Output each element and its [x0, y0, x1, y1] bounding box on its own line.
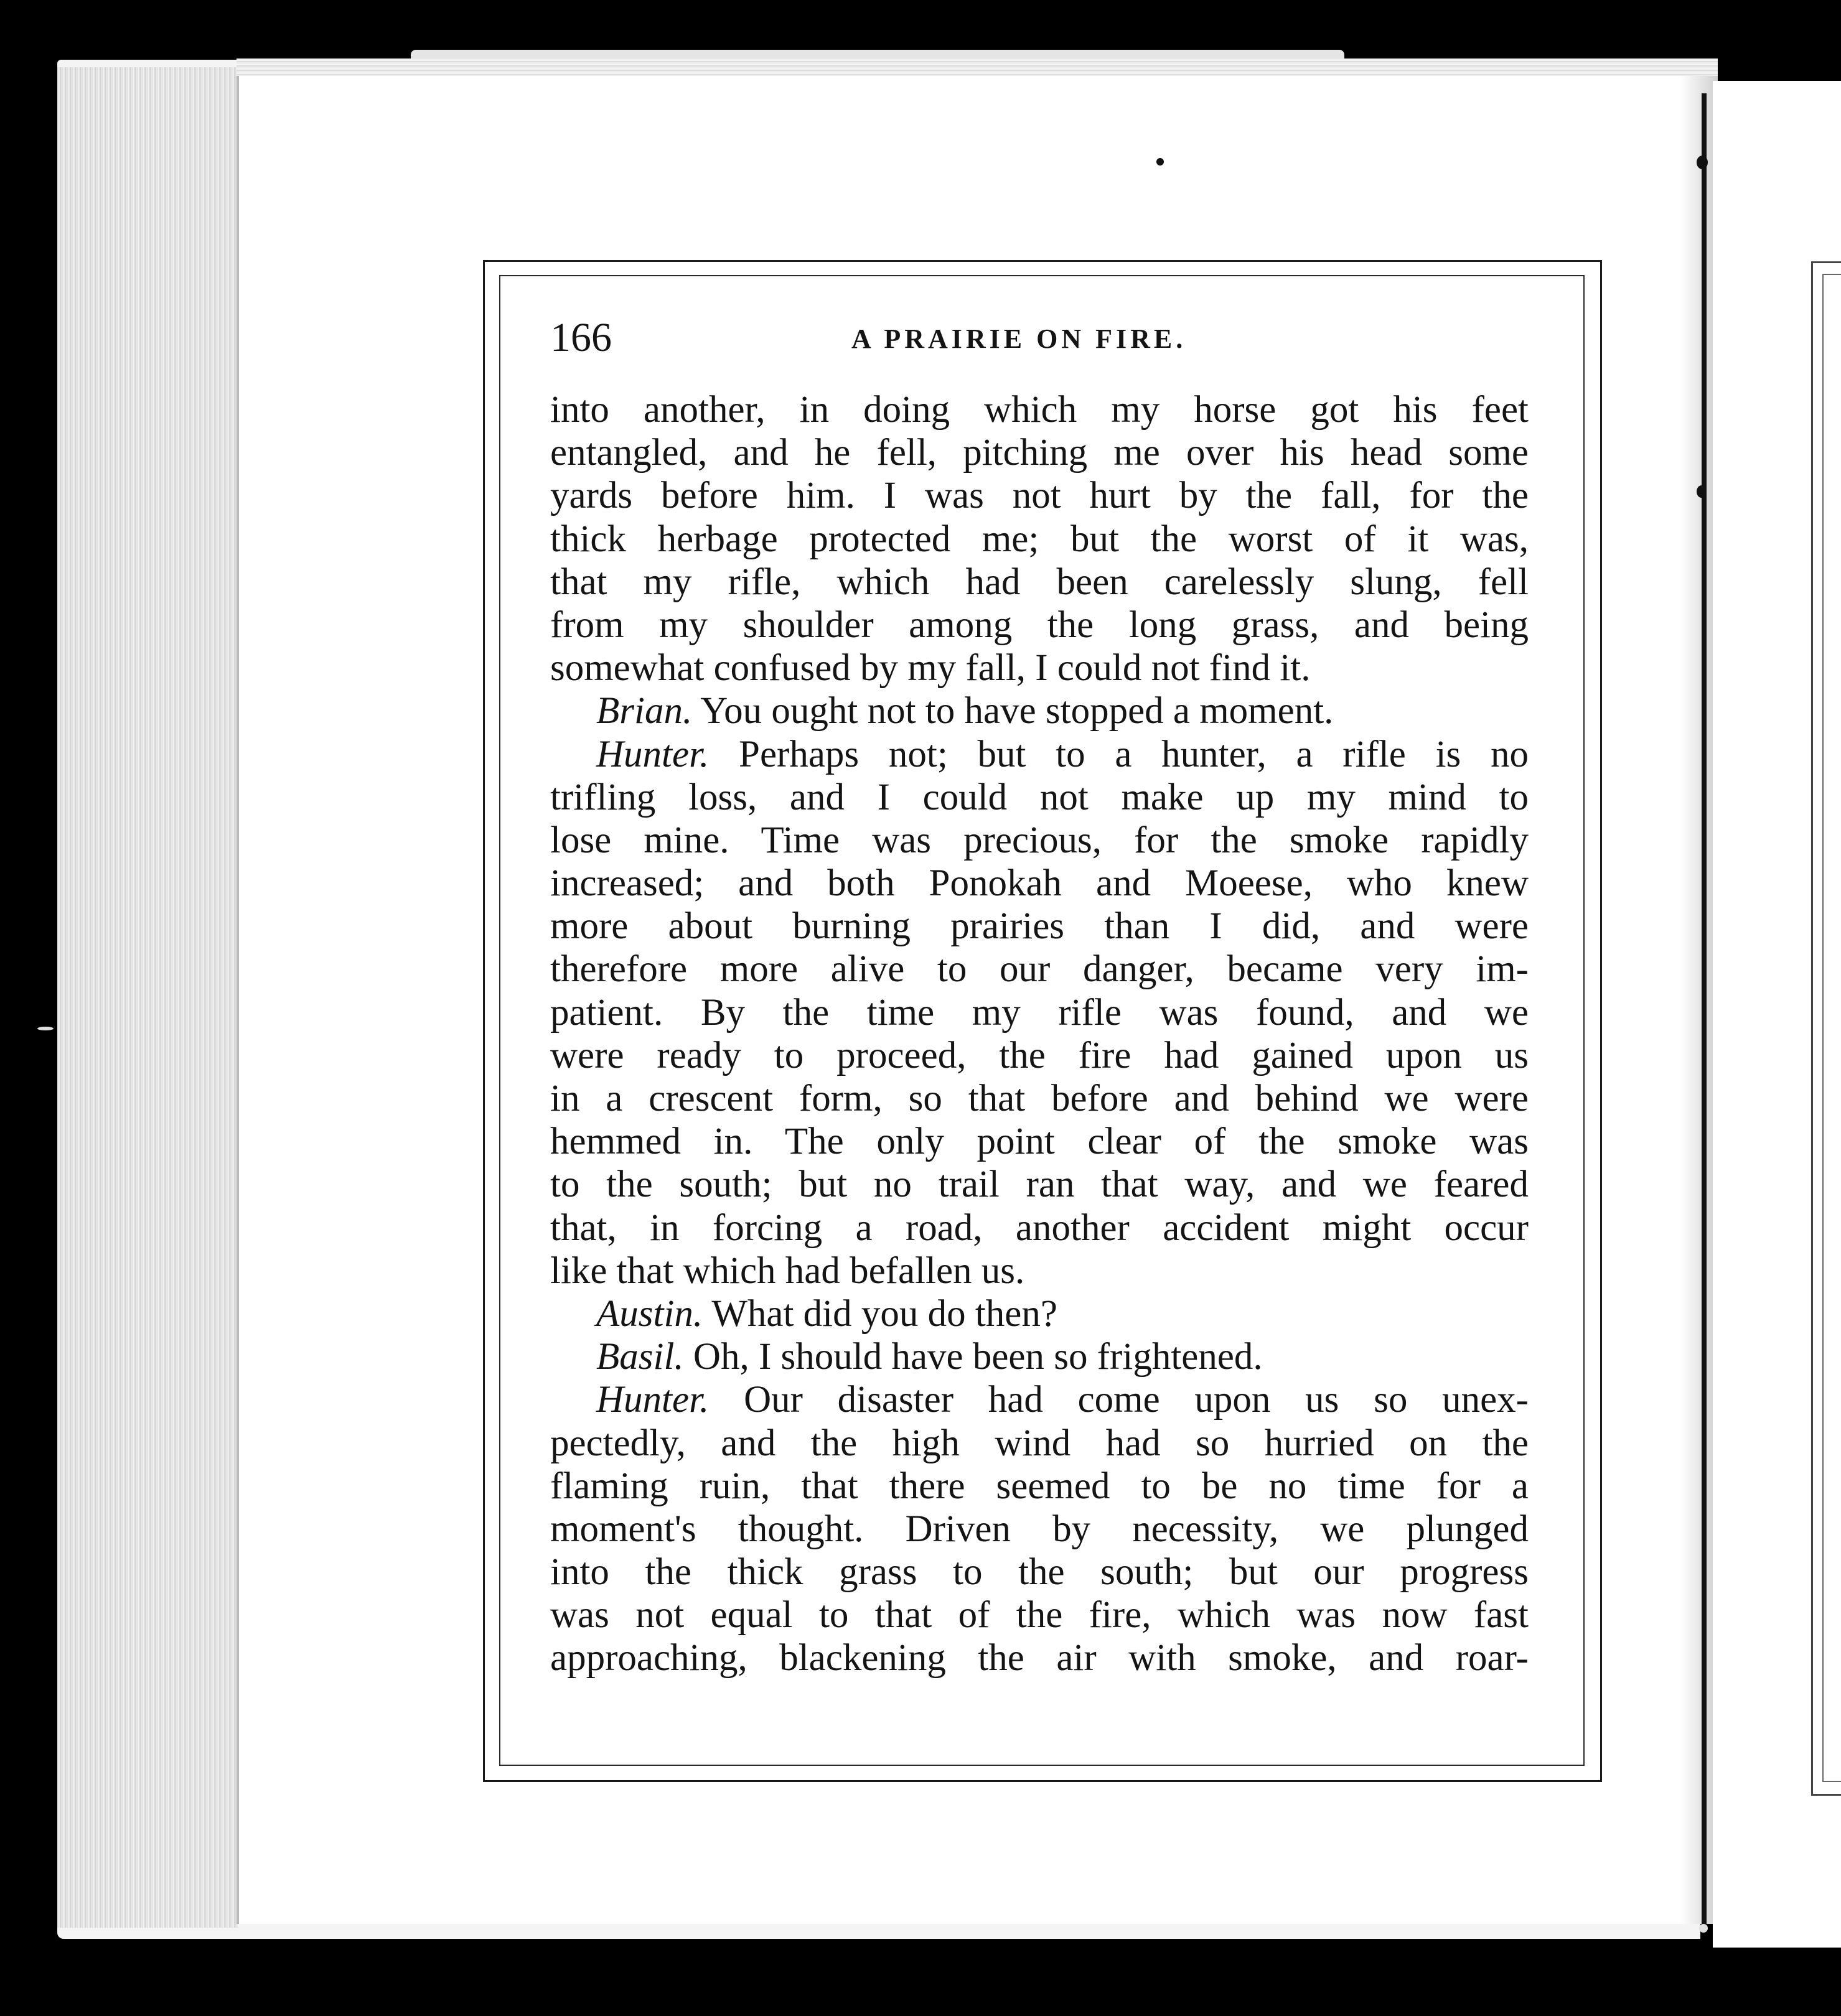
text-line [550, 733, 1529, 776]
text-line [550, 1551, 1529, 1594]
text-line [550, 1206, 1529, 1249]
speaker-name: Hunter. [596, 733, 710, 775]
line-text: to the south; but no trail ran that way, and we feared [550, 1164, 1529, 1206]
scan-speck [1156, 158, 1164, 166]
running-head [550, 311, 1529, 365]
facing-page-frame-inner [1822, 274, 1841, 1782]
line-text: thick herbage protected me; but the worst of it was, [550, 518, 1529, 560]
text-line [550, 1378, 1529, 1421]
line-text: yards before him. I was not hurt by the fall, for the [550, 475, 1529, 517]
body-text [550, 388, 1529, 1680]
line-text: was not equal to that of the fire, which was now fast [550, 1594, 1529, 1636]
line-text: What did you do then? [711, 1292, 1057, 1335]
text-line [550, 948, 1529, 991]
text-line [550, 1077, 1529, 1120]
text-line [550, 689, 1529, 732]
text-line [550, 474, 1529, 517]
line-text: moment's thought. Driven by necessity, we plunged [550, 1508, 1529, 1550]
line-text: that my rifle, which had been carelessly slung, fell [550, 561, 1529, 603]
text-line [550, 431, 1529, 474]
text-line [550, 1465, 1529, 1508]
speaker-name: Hunter. [596, 1379, 710, 1421]
text-line [550, 776, 1529, 819]
line-text: therefore more alive to our danger, became very im- [550, 948, 1529, 991]
text-line [550, 388, 1529, 431]
text-line [550, 905, 1529, 948]
binding-edge [1702, 93, 1707, 1929]
line-text: into another, in doing which my horse got his feet [550, 389, 1529, 431]
line-text: Our disaster had come upon us so unex- [744, 1379, 1529, 1421]
line-text: were ready to proceed, the fire had gained upon us [550, 1034, 1529, 1076]
scan-speck [1697, 485, 1707, 498]
line-text: Oh, I should have been so frightened. [693, 1336, 1263, 1378]
text-line [550, 561, 1529, 604]
text-line [550, 819, 1529, 862]
speaker-name: Austin. [596, 1292, 703, 1335]
scan-speck [37, 1027, 54, 1030]
running-title: A PRAIRIE ON FIRE. [851, 324, 1187, 354]
text-line [550, 991, 1529, 1034]
page-number: 166 [550, 315, 612, 360]
line-text: more about burning prairies than I did, and were [550, 905, 1529, 948]
text-line [550, 646, 1529, 689]
text-line [550, 1636, 1529, 1679]
line-text: flaming ruin, that there seemed to be no time for a [550, 1465, 1529, 1507]
text-line [550, 1422, 1529, 1465]
text-line [550, 1249, 1529, 1292]
line-text: pectedly, and the high wind had so hurried on the [550, 1422, 1529, 1464]
text-line [550, 1034, 1529, 1077]
text-line [550, 1508, 1529, 1551]
line-text: from my shoulder among the long grass, and being [550, 604, 1529, 646]
scan-speck [1699, 1924, 1708, 1933]
text-line [550, 1292, 1529, 1335]
line-text: lose mine. Time was precious, for the smoke rapidly [550, 819, 1529, 861]
line-text: trifling loss, and I could not make up my mind to [550, 776, 1529, 818]
speaker-name: Basil. [596, 1336, 684, 1378]
line-text: in a crescent form, so that before and behind we were [550, 1078, 1529, 1119]
line-text: entangled, and he fell, pitching me over his head some [550, 432, 1529, 474]
text-line [550, 1594, 1529, 1636]
text-line [550, 1335, 1529, 1378]
line-text: that, in forcing a road, another accident might occur [550, 1206, 1529, 1249]
line-text: Perhaps not; but to a hunter, a rifle is no [739, 733, 1529, 775]
line-text: approaching, blackening the air with smoke, and roar- [550, 1637, 1529, 1679]
line-text: You ought not to have stopped a moment. [700, 690, 1334, 732]
line-text: patient. By the time my rifle was found, and we [550, 991, 1529, 1034]
text-line [550, 862, 1529, 905]
text-line [550, 518, 1529, 561]
line-text: into the thick grass to the south; but our progress [550, 1551, 1529, 1594]
gutter-shadow [1680, 76, 1718, 1924]
text-line [550, 1163, 1529, 1206]
line-text: hemmed in. The only point clear of the smoke was [550, 1121, 1529, 1163]
line-text: increased; and both Ponokah and Moeese, who knew [550, 862, 1529, 905]
line-text: like that which had befallen us. [550, 1249, 1025, 1292]
line-text: somewhat confused by my fall, I could not find it. [550, 647, 1311, 689]
text-line [550, 1120, 1529, 1163]
scan-speck [1697, 156, 1708, 169]
speaker-name: Brian. [596, 690, 693, 732]
page-edges [57, 67, 238, 1928]
text-block [550, 311, 1529, 1680]
text-line [550, 604, 1529, 646]
